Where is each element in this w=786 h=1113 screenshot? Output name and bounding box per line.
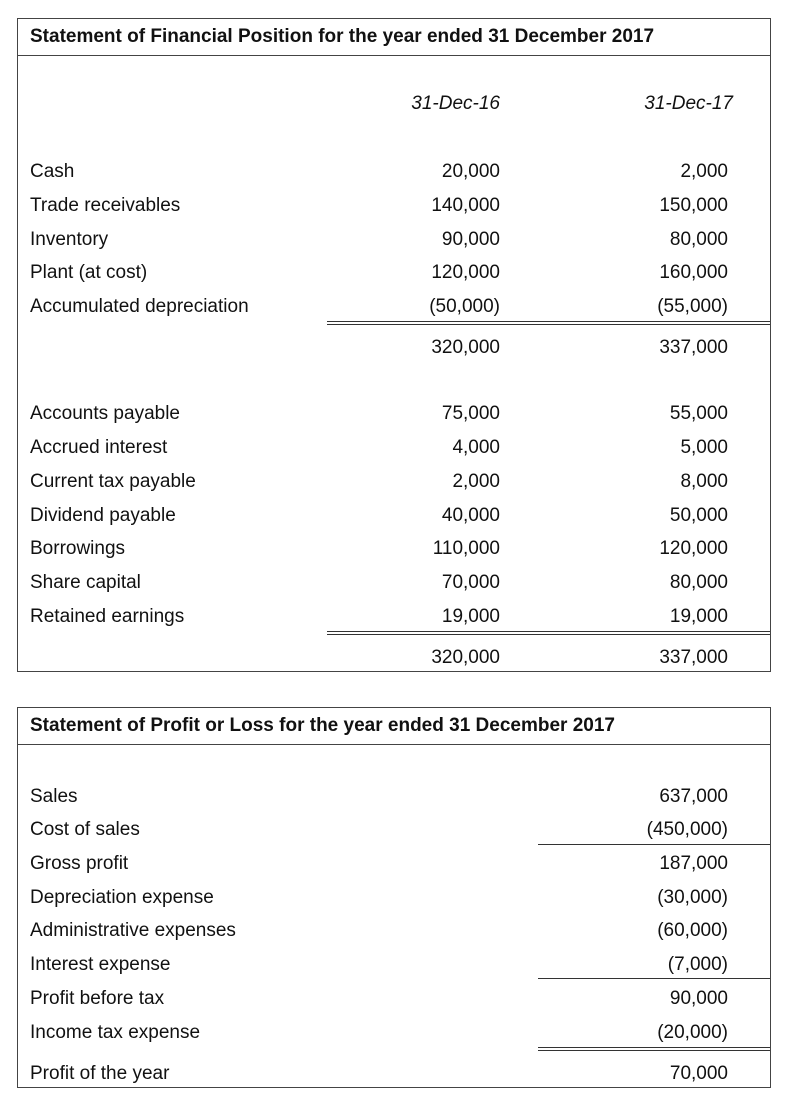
value-2017: 80,000 [669,229,728,250]
column-header-2016: 31-Dec-16 [411,93,500,114]
row-label: Cash [30,161,75,182]
value-2016: 20,000 [441,161,500,182]
row-label: Interest expense [30,954,171,975]
row-value: (450,000) [646,819,728,840]
value-2017: 160,000 [659,262,728,283]
value-2017: 120,000 [659,538,728,559]
assets-total-2017: 337,000 [659,337,728,358]
value-2016: 120,000 [431,262,500,283]
row-value: (60,000) [657,920,728,941]
profit-before-tax-rule [538,978,770,979]
row-value: (20,000) [657,1022,728,1043]
row-label: Income tax expense [30,1022,201,1043]
row-label: Dividend payable [30,505,176,526]
row-value: 187,000 [659,853,728,874]
liabilities-total-2016: 320,000 [431,647,500,668]
value-2016: 4,000 [452,437,500,458]
gross-profit-rule [538,844,770,845]
row-label: Accumulated depreciation [30,296,249,317]
value-2017: 8,000 [680,471,728,492]
row-label: Gross profit [30,853,129,874]
row-label: Profit before tax [30,988,165,1009]
row-label: Current tax payable [30,471,196,492]
row-label: Accrued interest [30,437,168,458]
financial-position-table [17,18,771,672]
value-2017: (55,000) [657,296,728,317]
row-label: Share capital [30,572,141,593]
row-value: 70,000 [669,1063,728,1084]
value-2016: 2,000 [452,471,500,492]
assets-total-2016: 320,000 [431,337,500,358]
value-2017: 150,000 [659,195,728,216]
row-label: Administrative expenses [30,920,236,941]
row-label: Retained earnings [30,606,185,627]
financial-position-header [18,19,770,56]
row-value: (30,000) [657,887,728,908]
value-2016: 75,000 [441,403,500,424]
value-2017: 19,000 [669,606,728,627]
row-value: 90,000 [669,988,728,1009]
row-label: Sales [30,786,78,807]
profit-or-loss-table [17,707,771,1088]
row-label: Cost of sales [30,819,140,840]
value-2016: 90,000 [441,229,500,250]
value-2017: 2,000 [680,161,728,182]
value-2017: 5,000 [680,437,728,458]
row-label: Profit of the year [30,1063,170,1084]
value-2016: (50,000) [429,296,500,317]
liabilities-total-2017: 337,000 [659,647,728,668]
value-2017: 50,000 [669,505,728,526]
row-value: 637,000 [659,786,728,807]
row-value: (7,000) [667,954,728,975]
row-label: Accounts payable [30,403,180,424]
value-2016: 19,000 [441,606,500,627]
row-label: Plant (at cost) [30,262,148,283]
value-2017: 55,000 [669,403,728,424]
value-2016: 40,000 [441,505,500,526]
assets-total-rule [327,321,770,325]
row-label: Inventory [30,229,109,250]
value-2016: 140,000 [431,195,500,216]
profit-total-rule [538,1047,770,1051]
profit-or-loss-title: Statement of Profit or Loss for the year ended 31 December 2017 [30,715,615,736]
value-2017: 80,000 [669,572,728,593]
liabilities-total-rule [327,631,770,635]
value-2016: 70,000 [441,572,500,593]
row-label: Depreciation expense [30,887,214,908]
row-label: Trade receivables [30,195,181,216]
financial-position-title: Statement of Financial Position for the year ended 31 December 2017 [30,26,655,47]
value-2016: 110,000 [432,538,500,559]
row-label: Borrowings [30,538,126,559]
profit-or-loss-header [18,708,770,745]
column-header-2017: 31-Dec-17 [644,93,733,114]
